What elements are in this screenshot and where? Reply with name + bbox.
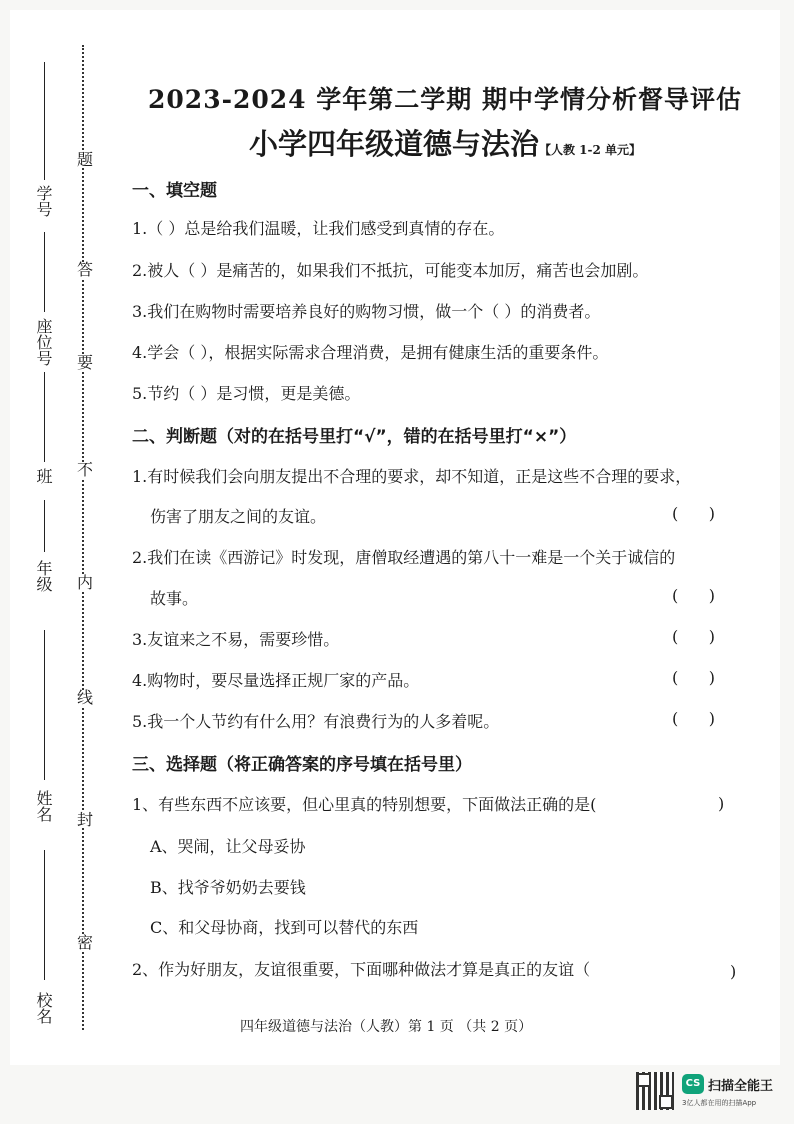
judge-question: 5.我一个人节约有什么用？有浪费行为的人多着呢。 bbox=[132, 712, 500, 731]
judge-question-cont: 故事。 bbox=[150, 589, 199, 608]
section-heading: 一、填空题 bbox=[132, 181, 217, 201]
seat-number-blank bbox=[44, 232, 45, 312]
student-id-label: 学号 bbox=[34, 185, 53, 217]
school-blank bbox=[44, 850, 45, 980]
grade-label: 年级 bbox=[34, 560, 53, 592]
choice-option: B、找爷爷奶奶去要钱 bbox=[150, 878, 306, 897]
class-blank bbox=[44, 372, 45, 462]
seal-char: 密 bbox=[77, 933, 94, 952]
fill-question: 2.被人（ ）是痛苦的，如果我们不抵抗，可能变本加厉，痛苦也会加剧。 bbox=[132, 261, 649, 280]
section-heading: 三、选择题（将正确答案的序号填在括号里） bbox=[132, 755, 472, 775]
binding-strip bbox=[0, 0, 110, 1124]
fill-question: 3.我们在购物时需要培养良好的购物习惯，做一个（ ）的消费者。 bbox=[132, 302, 601, 321]
subject-title bbox=[130, 122, 760, 163]
name-blank bbox=[44, 630, 45, 780]
seal-char: 封 bbox=[77, 810, 94, 829]
judge-question: 3.友谊来之不易，需要珍惜。 bbox=[132, 630, 340, 649]
app-tagline: 3亿人都在用的扫描App bbox=[682, 1099, 757, 1107]
answer-bracket[interactable]: ( ) bbox=[672, 504, 715, 523]
grade-blank bbox=[44, 500, 45, 552]
choice-option: C、和父母协商，找到可以替代的东西 bbox=[150, 918, 419, 937]
seal-char: 答 bbox=[77, 260, 94, 279]
seal-char: 要 bbox=[77, 353, 94, 372]
judge-question: 1.有时候我们会向朋友提出不合理的要求，却不知道，正是这些不合理的要求， bbox=[132, 467, 692, 486]
choice-option: A、哭闹，让父母妥协 bbox=[150, 837, 306, 856]
seal-line bbox=[82, 45, 84, 1030]
name-label: 姓名 bbox=[34, 790, 53, 822]
exam-paper bbox=[10, 10, 780, 1065]
subject-name: 小学四年级道德与法治 bbox=[248, 127, 539, 161]
answer-bracket[interactable]: ( ) bbox=[672, 586, 715, 605]
judge-question: 4.购物时，要尽量选择正规厂家的产品。 bbox=[132, 671, 420, 690]
exam-title: 2023-2024 学年第二学期 期中学情分析督导评估 bbox=[148, 85, 742, 114]
page-footer: 四年级道德与法治（人教）第 1 页 （共 2 页） bbox=[240, 1019, 533, 1035]
fill-question: 4.学会（ ），根据实际需求合理消费，是拥有健康生活的重要条件。 bbox=[132, 343, 609, 362]
choice-question: 1、有些东西不应该要，但心里真的特别想要，下面做法正确的是( bbox=[132, 795, 597, 814]
edition-tag: 【人教 1-2 单元】 bbox=[538, 143, 642, 157]
answer-bracket-close[interactable]: ) bbox=[730, 962, 737, 981]
answer-bracket[interactable]: ( ) bbox=[672, 709, 715, 728]
qr-code-icon bbox=[636, 1072, 674, 1110]
judge-question-cont: 伤害了朋友之间的友谊。 bbox=[150, 507, 327, 526]
seal-char: 不 bbox=[77, 460, 94, 479]
seal-char: 线 bbox=[77, 688, 94, 707]
answer-bracket-close[interactable]: ) bbox=[718, 794, 725, 813]
student-id-blank bbox=[44, 62, 45, 180]
fill-question: 5.节约（ ）是习惯，更是美德。 bbox=[132, 384, 361, 403]
answer-bracket[interactable]: ( ) bbox=[672, 627, 715, 646]
choice-question: 2、作为好朋友，友谊很重要，下面哪种做法才算是真正的友谊（ bbox=[132, 960, 591, 979]
class-label: 班 bbox=[34, 468, 53, 484]
section-heading: 二、判断题（对的在括号里打“√”，错的在括号里打“×”） bbox=[132, 427, 577, 447]
app-name: 扫描全能王 bbox=[708, 1079, 774, 1094]
judge-question: 2.我们在读《西游记》时发现，唐僧取经遭遇的第八十一难是一个关于诚信的 bbox=[132, 548, 676, 567]
seal-char: 内 bbox=[77, 573, 94, 592]
camscanner-logo-icon: CS bbox=[682, 1074, 704, 1094]
fill-question: 1.（ ）总是给我们温暖，让我们感受到真情的存在。 bbox=[132, 219, 505, 238]
seal-char: 题 bbox=[77, 150, 94, 169]
answer-bracket[interactable]: ( ) bbox=[672, 668, 715, 687]
scanner-watermark bbox=[636, 1072, 786, 1112]
school-label: 校名 bbox=[34, 992, 53, 1024]
seat-number-label: 座位号 bbox=[34, 318, 53, 366]
